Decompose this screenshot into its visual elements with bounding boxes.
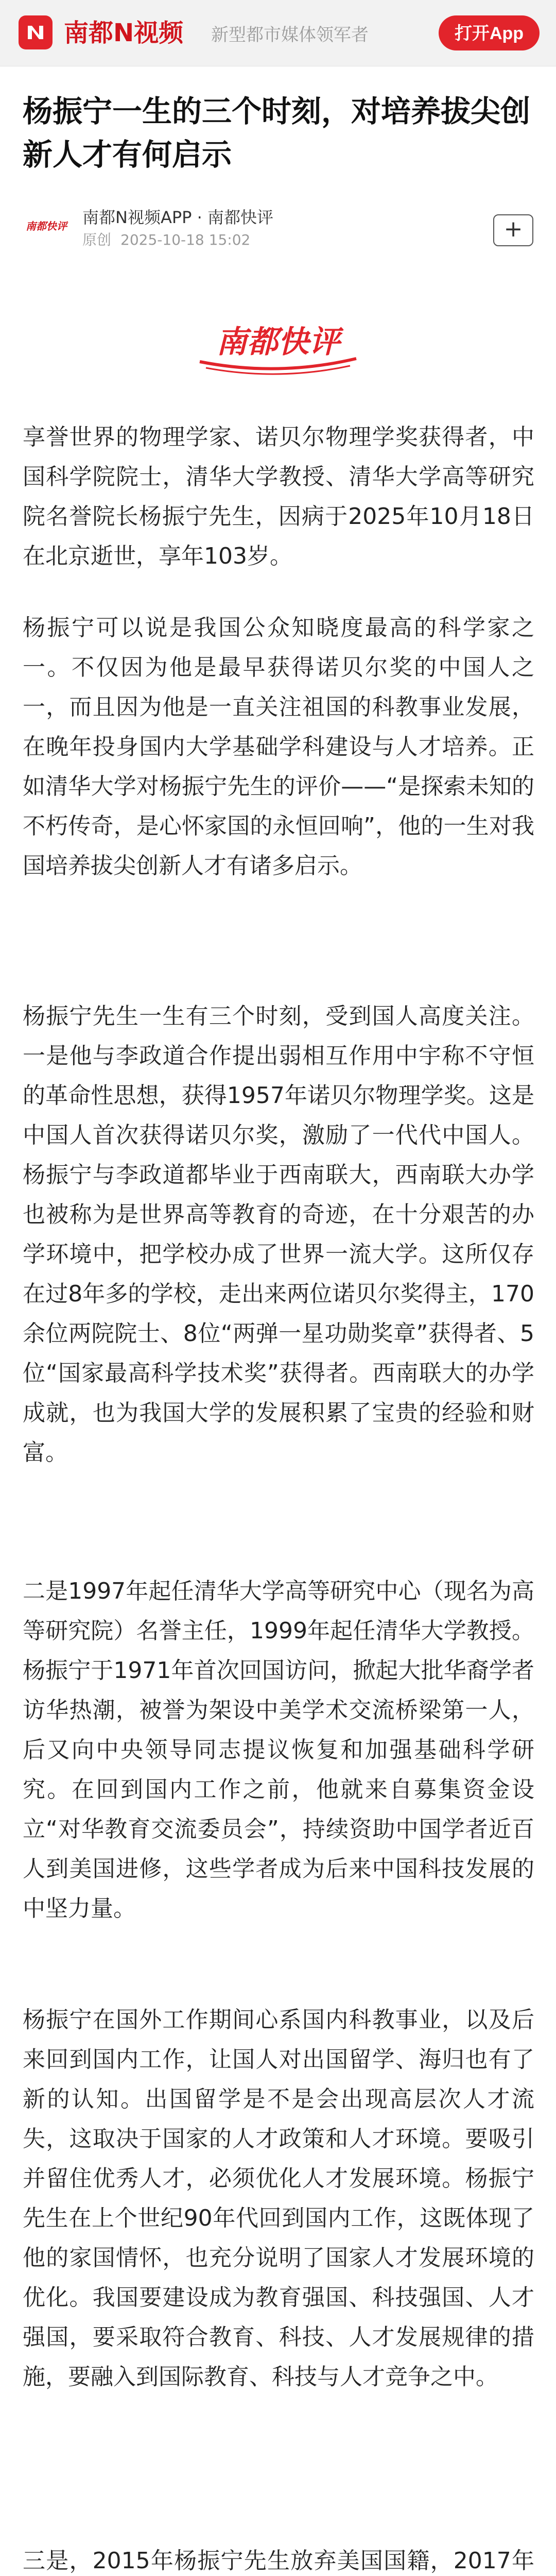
app-name: 南都N视频 — [64, 19, 184, 47]
app-logo — [19, 15, 53, 49]
app-banner — [0, 0, 556, 66]
publish-time: 2025-10-18 15:02 — [120, 231, 251, 248]
article-meta — [82, 231, 259, 249]
original-label: 原创 — [82, 231, 112, 248]
article-paragraph: 二是1997年起任清华大学高等研究中心（现名为高等研究院）名誉主任，1999年起任清华大学教授。杨振宁于1971年首次回国访问，掀起大批华裔学者访华热潮，被誉为架设中美学术交流桥梁第一人，后又向中央领导同志提议恢复和加强基础科学研究。在回到国内工作之前，他就来自募集资金设立“对华教育交流委员会”，持续资助中国学者近百人到美国进修，这些学者成为后来中国科技发展的中坚力量。 — [23, 1578, 534, 1922]
article-paragraph: 杨振宁可以说是我国公众知晓度最高的科学家之一。不仅因为他是最早获得诺贝尔奖的中国人之一，而且因为他是一直关注祖国的科教事业发展，在晚年投身国内大学基础学科建设与人才培养。正如清华大学对杨振宁先生的评价——“是探索未知的不朽传奇，是心怀家国的永恒回响”，他的一生对我国培养拔尖创新人才有诸多启示。 — [23, 615, 534, 879]
open-app-button[interactable]: 打开App — [439, 15, 540, 50]
article-paragraph: 杨振宁先生一生有三个时刻，受到国人高度关注。一是他与李政道合作提出弱相互作用中宇称不守恒的革命性思想，获得1957年诺贝尔物理学奖。这是中国人首次获得诺贝尔奖，激励了一代代中国人。杨振宁与李政道都毕业于西南联大，西南联大办学也被称为是世界高等教育的奇迹，在十分艰苦的办学环境中，把学校办成了世界一流大学。这所仅存在过8年多的学校，走出来两位诺贝尔奖得主，170余位两院院士、8位“两弹一星功勋奖章”获得者、5位“国家最高科学技术奖”获得者。西南联大的办学成就，也为我国大学的发展积累了宝贵的经验和财富。 — [23, 1003, 534, 1466]
source-logo-text: 南都快评 — [26, 220, 67, 232]
hero-logo-text: 南都快评 — [216, 324, 340, 360]
article-paragraph: 三是，2015年杨振宁先生放弃美国国籍，2017年 — [23, 2548, 534, 2574]
hero-logo — [185, 308, 371, 385]
article-paragraph: 享誉世界的物理学家、诺贝尔物理学奖获得者，中国科学院院士，清华大学教授、清华大学高等研究院名誉院长杨振宁先生，因病于2025年10月18日在北京逝世，享年103岁。 — [23, 424, 534, 569]
source-logo[interactable] — [23, 215, 70, 236]
source-name[interactable]: 南都N视频APP · 南都快评 — [82, 208, 273, 227]
n-logo-icon — [26, 24, 45, 41]
article-title: 杨振宁一生的三个时刻，对培养拔尖创新人才有何启示 — [23, 94, 531, 172]
app-slogan: 新型都市媒体领军者 — [211, 25, 369, 45]
article-paragraph: 杨振宁在国外工作期间心系国内科教事业，以及后来回到国内工作，让国人对出国留学、海归也有了新的认知。出国留学是不是会出现高层次人才流失，这取决于国家的人才政策和人才环境。要吸引并留住优秀人才，必须优化人才发展环境。杨振宁先生在上个世纪90年代回到国内工作，这既体现了他的家国情怀，也充分说明了国家人才发展环境的优化。我国要建设成为教育强国、科技强国、人才强国，要采取符合教育、科技、人才发展规律的措施，要融入到国际教育、科技与人才竞争之中。 — [23, 2007, 534, 2390]
add-icon[interactable]: + — [493, 214, 533, 246]
